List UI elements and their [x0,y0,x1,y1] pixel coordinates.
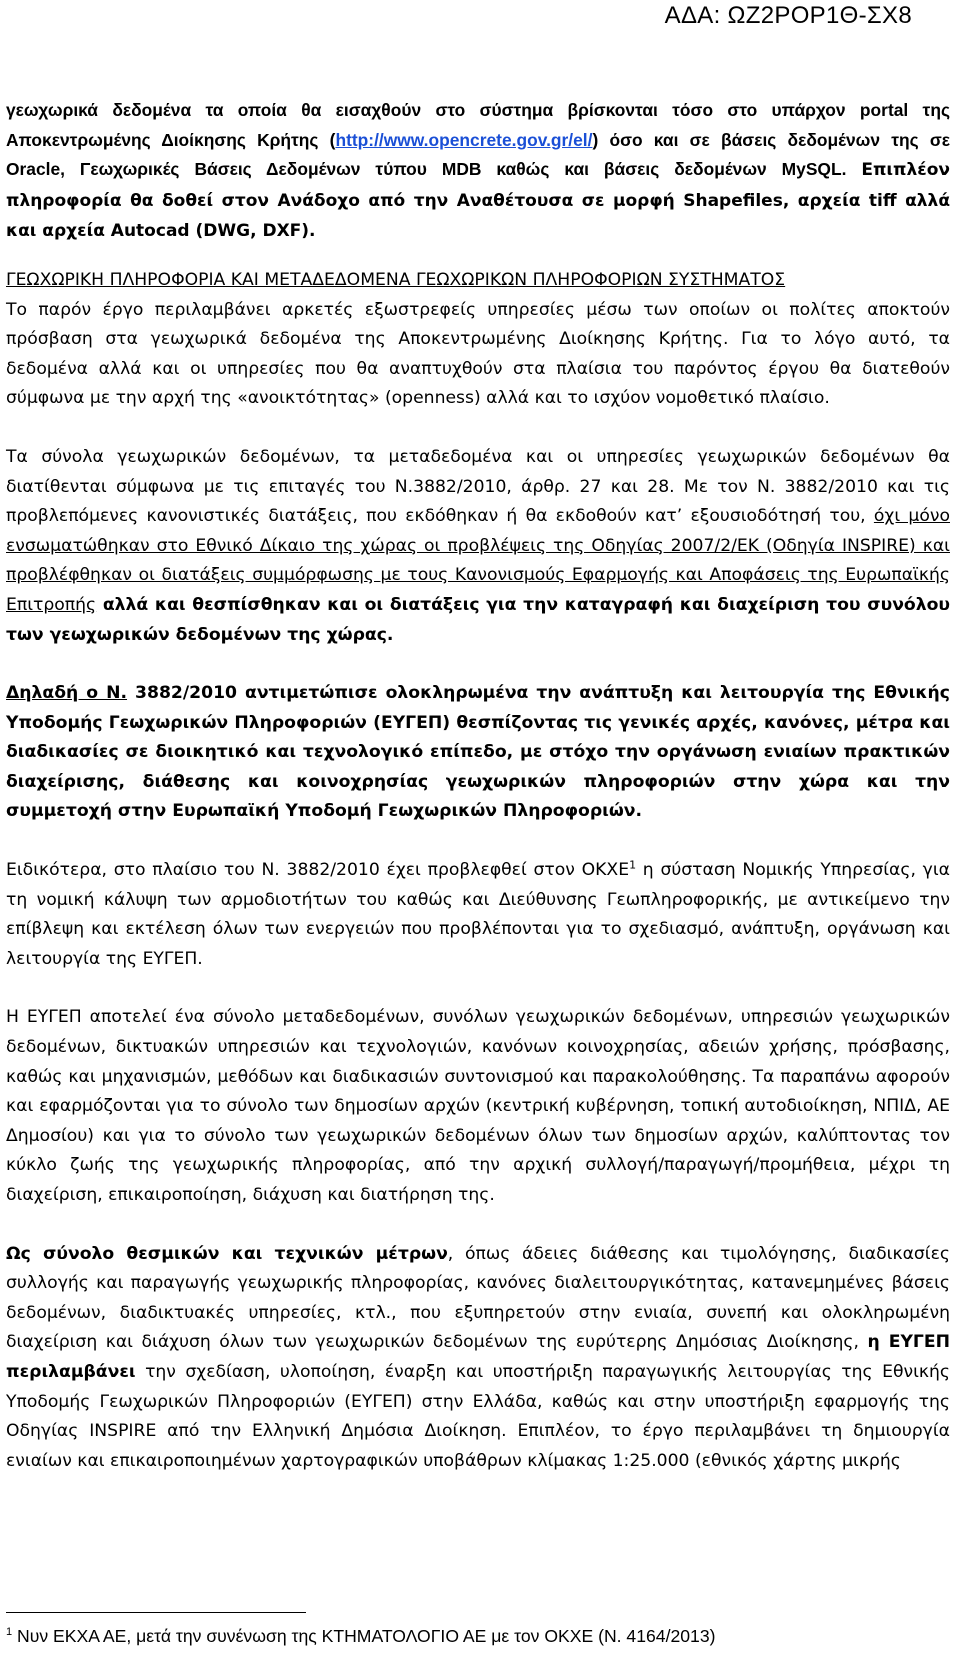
intro-text: γεωχωρικά δεδομένα τα οποία θα εισαχθούν στο σύστημα βρίσκονται τόσο στο υπάρχον portal της Αποκεντρωμένης Διοίκησης Κρήτης ( [6,100,950,150]
footnote-text: Νυν ΕΚΧΑ ΑΕ, μετά την συνένωση της ΚΤΗΜΑΤΟΛΟΓΙΟ ΑΕ με τον ΟΚΧΕ (Ν. 4164/2013) [12,1626,716,1646]
paragraph-eygep-definition [6,679,950,827]
law-text: Τα σύνολα γεωχωρικών δεδομένων, τα μεταδεδομένα και οι υπηρεσίες γεωχωρικών δεδομένων θα διατίθενται σύμφωνα με τις επιταγές του Ν.3882/2010, άρθρ. 27 και 28. Με τον Ν. 3882/2010 και τις προβλεπόμενες κανονιστικές διατάξεις, που εκδόθηκαν ή θα εκδοθούν κατ’ εξουσιοδότησή του, [6,446,950,527]
law-bold-text: αλλά και θεσπίσθηκαν και οι διατάξεις για την καταγραφή και διαχείριση του συνόλου των γεωχωρικών δεδομένων της χώρας. [6,594,950,645]
section-heading: ΓΕΩΧΩΡΙΚΗ ΠΛΗΡΟΦΟΡΙΑ ΚΑΙ ΜΕΤΑΔΕΔΟΜΕΝΑ ΓΕΩΧΩΡΙΚΩΝ ΠΛΗΡΟΦΟΡΙΩΝ ΣΥΣΤΗΜΑΤΟΣ [6,269,786,290]
okxe-text-2: η σύσταση Νομικής Υπηρεσίας, για τη νομική κάλυψη των αρμοδιοτήτων του καθώς και Διεύθυνσης Γεωπληροφορικής, με αντικείμενο την επίβλεψη και εκτέλεση όλων των ενεργειών που προβλέπονται για το σχεδιασμό, ανάπτυξη, οργάνωση και λειτουργία της ΕΥΓΕΠ. [6,860,950,969]
paragraph-law-3882 [6,443,950,650]
footnote [6,1626,715,1647]
footnote-separator [6,1612,306,1613]
paragraph-eygep-components: Η ΕΥΓΕΠ αποτελεί ένα σύνολο μεταδεδομένων, συνόλων γεωχωρικών δεδομένων, υπηρεσιών γεωχωρικών δεδομένων, δικτυακών υπηρεσιών και τεχνολογιών, κανόνων κοινοχρησίας, αδειών χρήσης, πρόσβασης, καθώς και μηχανισμών, μεθόδων και διαδικασιών συντονισμού και παρακολούθησης. Τα παραπάνω αφορούν και εφαρμόζονται για το σύνολο των δημοσίων αρχών (κεντρική κυβέρνηση, τοπική αυτοδιοίκηση, ΝΠΙΔ, ΑΕ Δημοσίου) και για το σύνολο των γεωχωρικών δεδομένων όλων των δημοσίων αρχών, καλύπτοντας τον κύκλο ζωής της γεωχωρικής πληροφορίας, από την αρχική συλλογή/παραγωγή/προμήθεια, μέχρι τη διαχείριση, επικαιροποίηση, διάχυση και διατήρηση της. [6,1007,950,1205]
measures-text: , όπως άδειες διάθεσης και τιμολόγησης, διαδικασίες συλλογής και παραγωγής γεωχωρικής πληροφορίας, κανόνες διαλειτουργικότητας, κατανεμημένες βάσεις δεδομένων, διαδικτυακές υπηρεσίες, κτλ., που εξυπηρετούν στην ενιαία, συνεπή και ολοκληρωμένη διαχείριση και διάχυση όλων των γεωχωρικών δεδομένων της ευρύτερης Δημόσιας Διοίκησης, [6,1243,950,1353]
paragraph-measures [6,1240,950,1477]
footnote-number: 1 [6,1626,13,1639]
measures-text-2: την σχεδίαση, υλοποίηση, έναρξη και υποστήριξη παραγωγικής λειτουργίας της Εθνικής Υποδομής Γεωχωρικών Πληροφοριών (ΕΥΓΕΠ) στην Ελλάδα, καθώς και στην υποστήριξη εφαρμογής της Οδηγίας INSPIRE από την Ελληνική Δημόσια Διοίκηση. Επιπλέον, το έργο περιλαμβάνει τη δημιουργία ενιαίων και επικαιροποιημένων χαρτογραφικών υποβάθρων κλίμακας 1:25.000 (εθνικός χάρτης μικρής [6,1361,950,1471]
footnote-ref[interactable]: 1 [629,858,637,872]
paragraph-intro [6,96,950,247]
okxe-text: Ειδικότερα, στο πλαίσιο του Ν. 3882/2010 έχει προβλεφθεί στον ΟΚΧΕ [6,860,630,881]
measures-bold-lead: Ως σύνολο θεσμικών και τεχνικών μέτρων [6,1243,448,1264]
measures-bold-eygep: η ΕΥΓΕΠ περιλαμβάνει [6,1332,951,1382]
intro-text-2: ) όσο και σε βάσεις δεδομένων της σε Oracle, Γεωχωρικές Βάσεις Δεδομένων τύπου MDB καθώς και βάσεις δεδομένων MySQL. [6,129,950,180]
law-underlined-text: όχι μόνο ενσωματώθηκαν στο Εθνικό Δίκαιο της χώρας οι προβλέψεις της Οδηγίας 2007/2/ΕΚ (Οδηγία INSPIRE) και προβλέφθηκαν οι διατάξεις συμμόρφωσης με τους Κανονισμούς Εφαρμογής και Αποφάσεις της Ευρωπαϊκής Επιτροπής [6,506,950,615]
document-body [6,96,950,1476]
ada-code: ΑΔΑ: ΩΖ2ΡΟΡ1Θ-ΣΧ8 [664,2,912,29]
eygep-lead-underlined: Δηλαδή ο Ν. [6,683,128,704]
eygep-definition-text: 3882/2010 αντιμετώπισε ολοκληρωμένα την ανάπτυξη και λειτουργία της Εθνικής Υποδομής Γεωχωρικών Πληροφοριών (ΕΥΓΕΠ) θεσπίζοντας τις γενικές αρχές, κανόνες, μέτρα και διαδικασίες σε διοικητικό και τεχνολογικό επίπεδο, με στόχο την οργάνωση ενιαίων πρακτικών διαχείρισης, διάθεσης και κοινοχρησίας γεωχωρικών πληροφοριών στην χώρα και την συμμετοχή στην Ευρωπαϊκή Υποδομή Γεωχωρικών Πληροφοριών. [6,683,950,822]
paragraph-okxe [6,856,950,974]
paragraph-openness: Το παρόν έργο περιλαμβάνει αρκετές εξωστρεφείς υπηρεσίες μέσω των οποίων οι πολίτες αποκτούν πρόσβαση στα γεωχωρικά δεδομένα της Αποκεντρωμένης Διοίκησης Κρήτης. Για το λόγο αυτό, τα δεδομένα αλλά και οι υπηρεσίες που θα αναπτυχθούν στα πλαίσια του παρόντος έργου θα διατεθούν σύμφωνα με την αρχή της «ανοικτότητας» (openness) αλλά και το ισχύον νομοθετικό πλαίσιο. [6,299,950,409]
intro-text-3: Επιπλέον πληροφορία θα δοθεί στον Ανάδοχο από την Αναθέτουσα σε μορφή Shapefiles, αρχεία tiff αλλά και αρχεία Autocad (DWG, DXF). [6,160,950,242]
opencrete-link[interactable]: http://www.opencrete.gov.gr/el/ [335,129,593,150]
